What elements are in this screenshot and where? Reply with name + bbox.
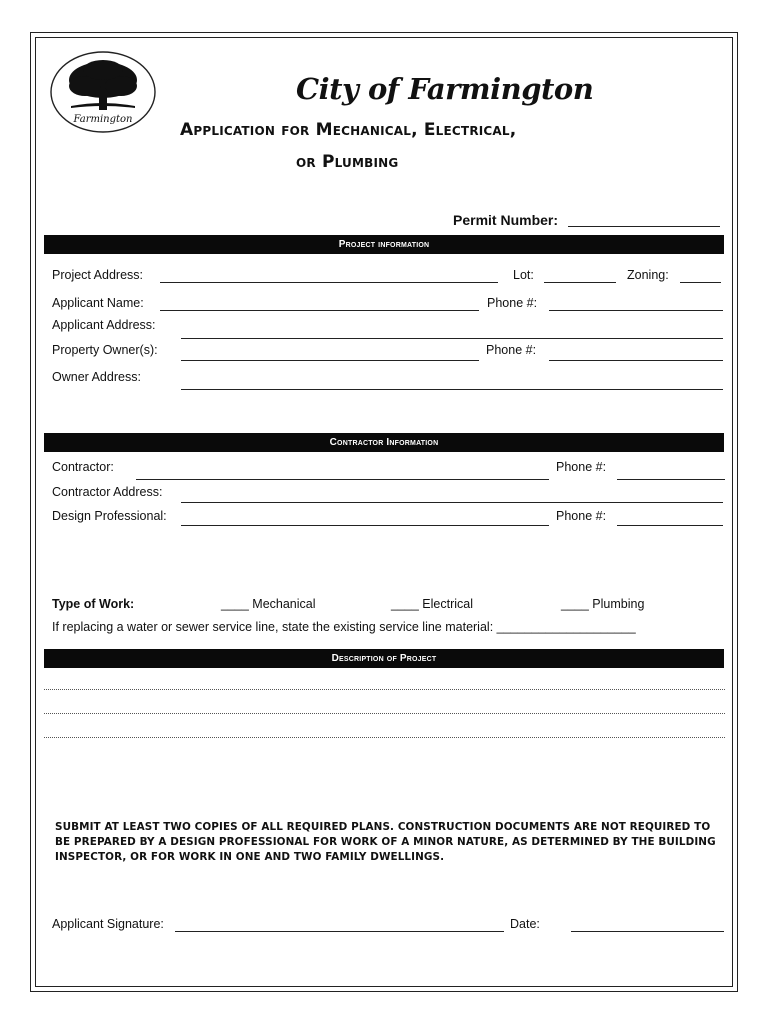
- zoning-label: Zoning:: [627, 268, 669, 282]
- applicant-phone-field[interactable]: [549, 310, 723, 311]
- contractor-address-field[interactable]: [181, 502, 723, 503]
- city-logo: [49, 50, 157, 134]
- form-title-line2: or Plumbing: [296, 152, 399, 172]
- description-line-1[interactable]: [44, 689, 725, 690]
- mechanical-option[interactable]: ____ Mechanical: [221, 597, 316, 611]
- contractor-field[interactable]: [136, 479, 549, 480]
- design-professional-field[interactable]: [181, 525, 549, 526]
- contractor-phone-field[interactable]: [617, 479, 725, 480]
- contractor-address-label: Contractor Address:: [52, 485, 163, 499]
- section-header-description: Description of Project: [44, 649, 724, 668]
- type-of-work-label: Type of Work:: [52, 597, 135, 611]
- applicant-address-field[interactable]: [181, 338, 723, 339]
- zoning-field[interactable]: [680, 282, 721, 283]
- service-line-material-text: If replacing a water or sewer service line, state the existing service line material: ____________________: [52, 620, 636, 634]
- owner-phone-field[interactable]: [549, 360, 723, 361]
- owner-phone-label: Phone #:: [486, 343, 537, 357]
- applicant-name-field[interactable]: [160, 310, 479, 311]
- applicant-signature-field[interactable]: [175, 931, 504, 932]
- project-address-label: Project Address:: [52, 268, 144, 282]
- owner-address-field[interactable]: [181, 389, 723, 390]
- permit-number-field[interactable]: [568, 226, 720, 227]
- property-owner-field[interactable]: [181, 360, 479, 361]
- description-line-2[interactable]: [44, 713, 725, 714]
- plans-notice: SUBMIT AT LEAST TWO COPIES OF ALL REQUIRED PLANS. CONSTRUCTION DOCUMENTS ARE NOT REQUIRED TO BE PREPARED BY A DESIGN PROFESSIONAL FOR WORK OF A MINOR NATURE, AS DETERMINED BY THE BUILDING INSPECTOR, OR FOR WORK IN ONE AND TWO FAMILY DWELLINGS.: [55, 821, 716, 863]
- project-address-field[interactable]: [160, 282, 498, 283]
- description-line-3[interactable]: [44, 737, 725, 738]
- plumbing-option[interactable]: ____ Plumbing: [561, 597, 645, 611]
- permit-number-label: Permit Number:: [453, 212, 559, 228]
- owner-address-label: Owner Address:: [52, 370, 141, 384]
- design-professional-phone-label: Phone #:: [556, 509, 607, 523]
- design-professional-phone-field[interactable]: [617, 525, 723, 526]
- section-header-contractor: Contractor Information: [44, 433, 724, 452]
- section-header-project: Project information: [44, 235, 724, 254]
- contractor-phone-label: Phone #:: [556, 460, 607, 474]
- applicant-name-label: Applicant Name:: [52, 296, 144, 310]
- date-label: Date:: [510, 917, 540, 931]
- contractor-label: Contractor:: [52, 460, 114, 474]
- design-professional-label: Design Professional:: [52, 509, 167, 523]
- electrical-option[interactable]: ____ Electrical: [391, 597, 473, 611]
- lot-label: Lot:: [513, 268, 534, 282]
- date-field[interactable]: [571, 931, 724, 932]
- applicant-address-label: Applicant Address:: [52, 318, 156, 332]
- city-name: City of Farmington: [296, 72, 594, 106]
- applicant-phone-label: Phone #:: [487, 296, 538, 310]
- lot-field[interactable]: [544, 282, 616, 283]
- applicant-signature-label: Applicant Signature:: [52, 917, 164, 931]
- property-owner-label: Property Owner(s):: [52, 343, 158, 357]
- form-title-line1: Application for Mechanical, Electrical,: [180, 120, 517, 140]
- logo-wordmark: Farmington: [73, 114, 133, 125]
